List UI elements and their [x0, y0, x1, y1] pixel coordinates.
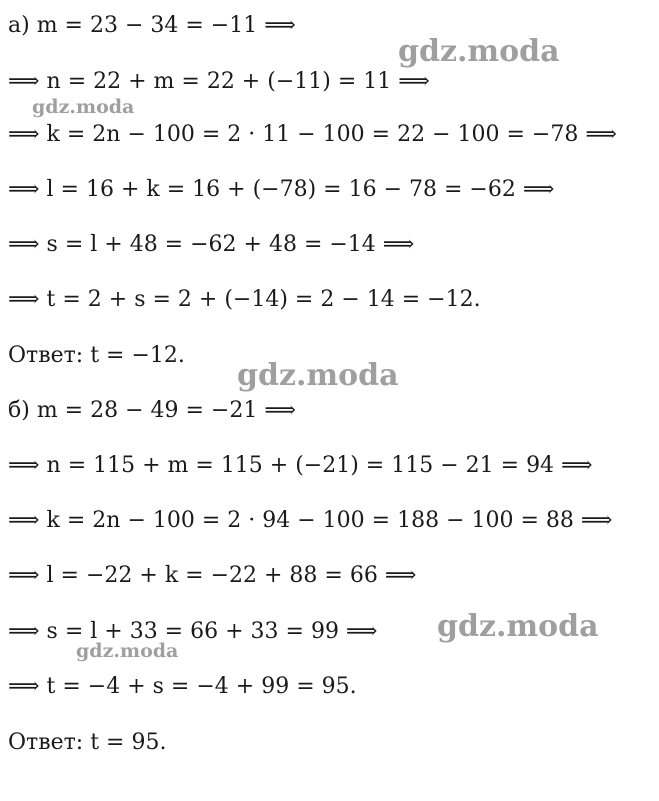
watermark: gdz.moda — [398, 34, 560, 69]
line-b-2: ⟹ n = 115 + m = 115 + (−21) = 115 − 21 = 94 ⟹ — [8, 453, 593, 478]
watermark: gdz.moda — [437, 609, 599, 644]
watermark: gdz.moda — [237, 358, 399, 393]
line-a-5: ⟹ s = l + 48 = −62 + 48 = −14 ⟹ — [8, 232, 415, 257]
line-a-6: ⟹ t = 2 + s = 2 + (−14) = 2 − 14 = −12. — [8, 287, 481, 312]
answer-b: Ответ: t = 95. — [8, 730, 167, 755]
line-a-4: ⟹ l = 16 + k = 16 + (−78) = 16 − 78 = −62 ⟹ — [8, 177, 555, 202]
line-b-6: ⟹ t = −4 + s = −4 + 99 = 95. — [8, 674, 357, 699]
watermark: gdz.moda — [76, 640, 179, 662]
line-b-4: ⟹ l = −22 + k = −22 + 88 = 66 ⟹ — [8, 563, 417, 588]
line-b-1: б) m = 28 − 49 = −21 ⟹ — [8, 398, 296, 423]
line-a-3: ⟹ k = 2n − 100 = 2 · 11 − 100 = 22 − 100 = −78 ⟹ — [8, 122, 617, 147]
line-a-2: ⟹ n = 22 + m = 22 + (−11) = 11 ⟹ — [8, 69, 430, 94]
watermark: gdz.moda — [32, 96, 135, 118]
line-a-1: а) m = 23 − 34 = −11 ⟹ — [8, 13, 296, 38]
line-b-3: ⟹ k = 2n − 100 = 2 · 94 − 100 = 188 − 100 = 88 ⟹ — [8, 508, 613, 533]
line-b-5: ⟹ s = l + 33 = 66 + 33 = 99 ⟹ — [8, 619, 378, 644]
answer-a: Ответ: t = −12. — [8, 343, 185, 368]
